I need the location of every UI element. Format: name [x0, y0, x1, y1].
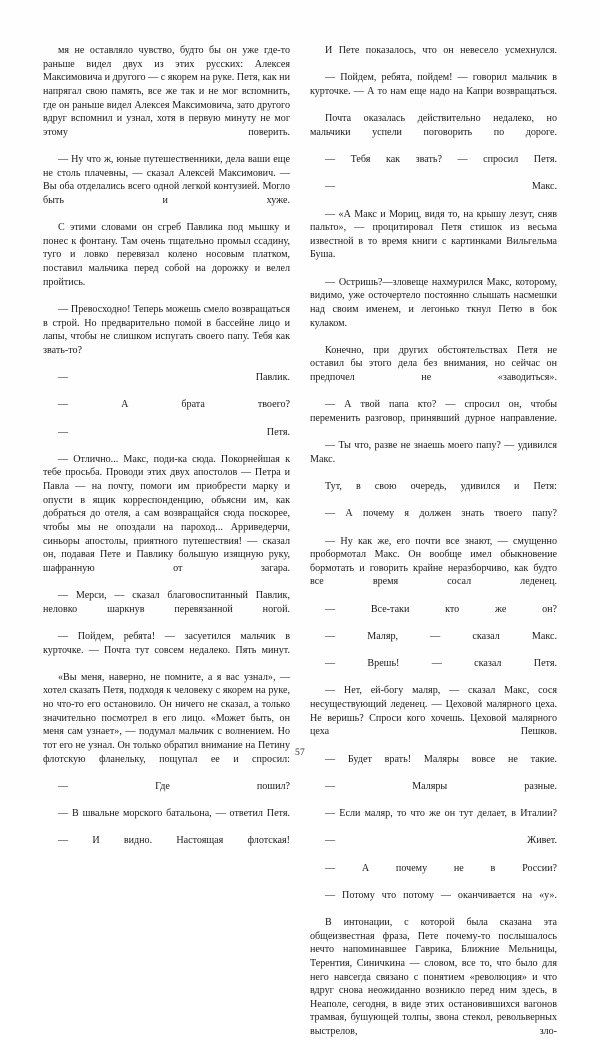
paragraph: В интонации, с которой была сказана эта общеизвестная фраза, Пете почему-то послышалось нечто напоминавшее Гаврика, Ближние Мельницы, Терентия, Синичкина — словом, все то, что было для него навсегда связано с понятием «революция» и что вдруг снова неожиданно возникло перед ним здесь, в Неаполе, сегодня, в виде этих остановившихся вагонов трамвая, бушующей толпы, звона стекол, револьверных выстрелов, зло-	[310, 917, 557, 1037]
paragraph: — Врешь! — сказал Петя.	[325, 658, 557, 670]
page-number: 57	[294, 748, 306, 758]
paragraph: — Отлично... Макс, поди-ка сюда. Покорнейшая к тебе просьба. Проводи этих двух апостолов — Петра и Павла — на почту, помоги им приобрести марку и опусти в ящик корреспонденцию, объясни им, как добраться до отеля, а сам возвращайся сюда поскорее, чтобы мы не опоздали на пароход... Арриведерчи, синьоры апостолы, приятного путешествия! — сказал он, подавая Пете и Павлику большую изящную руку, шафранную от загара.	[43, 453, 290, 574]
paragraph: — Пойдем, ребята! — засуетился мальчик в курточке. — Почта тут совсем недалеко. Пять минут.	[43, 630, 290, 656]
paragraph: — «А Макс и Мориц, видя то, на крышу лезут, сняв пальто», — процитировал Петя стишок из весьма известной в то время книги с картинками Вильгельма Буша.	[310, 208, 557, 261]
right-column	[310, 44, 557, 1037]
paragraph: мя не оставляло чувство, будто бы он уже где-то раньше видел двух из этих русских: Алексея Максимовича и другого — с якорем на руке. Петя, как ни напрягал свою память, все же так и не мог вспомнить, где он раньше видел Алексея Максимовича, зато другого вдруг вспомнил и узнал, хотя в первую минуту не мог этому поверить.	[43, 45, 290, 138]
paragraph: — Нет, ей-богу маляр, — сказал Макс, сося несуществующий леденец. — Цеховой малярного цеха. Не веришь? Спроси кого хочешь. Цеховой малярного цеха Пешков.	[310, 685, 557, 738]
paragraph: Почта оказалась действительно недалеко, но мальчики успели поговорить по дороге.	[310, 113, 557, 138]
paragraph: — А брата твоего?	[58, 399, 290, 411]
paragraph: — Маляры разные.	[325, 780, 557, 792]
paragraph: Тут, в свою очередь, удивился и Петя:	[325, 481, 557, 492]
paragraph: — А почему не в России?	[325, 862, 557, 874]
paragraph: — Тебя как звать? — спросил Петя.	[325, 154, 557, 165]
paragraph: «Вы меня, наверно, не помните, а я вас узнал», — хотел сказать Петя, подходя к человеку с якорем на руке, но что-то его остановило. Он ничего не сказал, а только значительно посмотрел в его лицо. «Может быть, он меня сам узнает», — подумал мальчик с волнением. Но тот его не узнал. Он только обратил внимание на Петину флотскую фланельку, пощупал ее и спросил:	[43, 671, 290, 765]
paragraph: — Будет врать! Маляры вовсе не такие.	[325, 753, 557, 765]
paragraph: — Пойдем, ребята, пойдем! — говорил мальчик в курточке. — А то нам еще надо на Капри возвращаться.	[310, 72, 557, 97]
paragraph: — Мерси, — сказал благовоспитанный Павлик, неловко шаркнув перевязанной ногой.	[43, 590, 290, 615]
paragraph: С этими словами он сгреб Павлика под мышку и понес к фонтану. Там очень тщательно промыл ссадину, туго и ловко перевязал колено носовым платком, поставил мальчика перед собой на дорожку и велел пройтись.	[43, 222, 290, 288]
paragraph: — А твой папа кто? — спросил он, чтобы переменить разговор, принявший дурное направление.	[310, 399, 557, 424]
paragraph: — Потому что потому — оканчивается на «у».	[325, 889, 557, 901]
paragraph: И Пете показалось, что он невесело усмехнулся.	[325, 45, 557, 56]
paragraph: — Павлик.	[58, 372, 290, 383]
paragraph: — Ну как же, его почти все знают, — смущенно пробормотал Макс. Он вообще имел обыкновение бормотать и говорить крайне неразборчиво, как будто все время сосал леденец.	[310, 535, 557, 588]
paragraph: — Живет.	[325, 835, 557, 847]
paragraph: — Ты что, разве не знаешь моего папу? — удивился Макс.	[310, 440, 557, 465]
paragraph: — Остришь?—зловеще нахмурился Макс, которому, видимо, уже осточертело постоянно слышать насмешки над своим именем, и легонько ткнул Петю в бок кулаком.	[310, 276, 557, 329]
paragraph: — И видно. Настоящая флотская!	[58, 835, 290, 847]
paragraph: — Где пошил?	[58, 780, 290, 792]
paragraph: — Маляр, — сказал Макс.	[325, 630, 557, 642]
paragraph: — Макс.	[325, 181, 557, 193]
paragraph: — А почему я должен знать твоего папу?	[325, 508, 557, 520]
paragraph: Конечно, при других обстоятельствах Петя не оставил бы этого дела без внимания, но сейчас он предпочел не «заводиться».	[310, 344, 557, 383]
paragraph: — Все-таки кто же он?	[325, 603, 557, 615]
paragraph: — Петя.	[58, 426, 290, 438]
paragraph: — Ну что ж, юные путешественники, дела ваши еще не столь плачевны, — сказал Алексей Максимович. — Вы оба отделались всего одной легкой контузией. Могло быть и хуже.	[43, 154, 290, 206]
left-column	[43, 44, 290, 847]
paragraph: — Если маляр, то что же он тут делает, в Италии?	[325, 808, 557, 819]
paragraph: — Превосходно! Теперь можешь смело возвращаться в строй. Но предварительно помой в бассейне лицо и лапы, чтобы не слишком испугать своего папу. Тебя как звать-то?	[43, 303, 290, 356]
paragraph: — В швальне морского батальона, — ответил Петя.	[58, 808, 290, 819]
